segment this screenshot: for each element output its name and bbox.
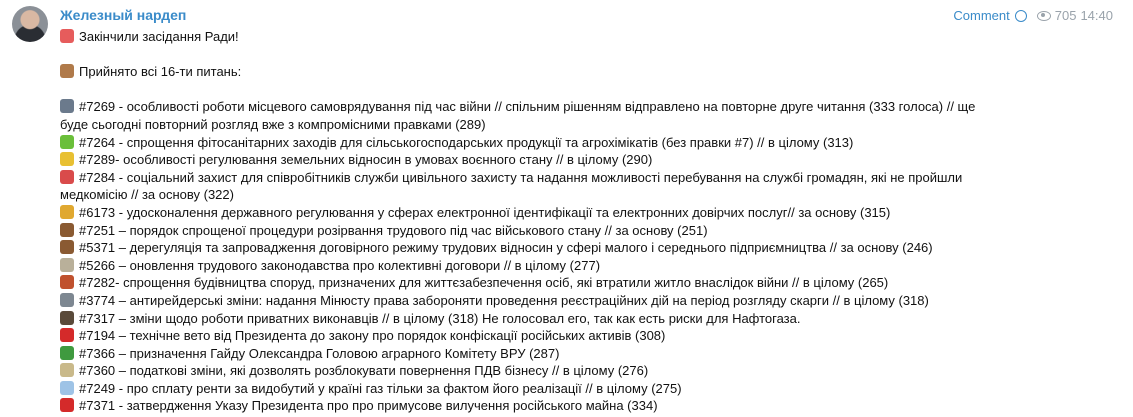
line-text: #3774 – антирейдерські зміни: надання Мінюсту права забороняти проведення реєстраційних дій на період розгляду скарги // в цілому (318)	[79, 292, 929, 308]
message-line	[60, 116, 1113, 134]
line-text: #5266 – оновлення трудового законодавства про колективні договори // в цілому (277)	[79, 257, 601, 273]
message-line	[60, 397, 1113, 415]
comment-button[interactable]	[953, 8, 1026, 23]
message-line	[60, 257, 1113, 275]
lock-icon	[60, 205, 74, 219]
channel-avatar[interactable]	[12, 6, 48, 42]
message-line	[60, 380, 1113, 398]
message-header	[60, 4, 1113, 28]
message-meta	[953, 8, 1113, 23]
message-line	[60, 239, 1113, 257]
scroll-icon	[60, 64, 74, 78]
line-text: #7249 - про сплату ренти за видобутий у країні газ тільки за фактом його реалізації // в цілому (275)	[79, 380, 682, 396]
corn-icon	[60, 152, 74, 166]
message-text	[60, 28, 1113, 415]
line-text: #7282- спрощення будівництва споруд, призначених для життєзабезпечення осіб, які втратили житло внаслідок війни // в цілому (265)	[79, 275, 889, 291]
line-text: #7264 - спрощення фітосанітарних заходів для сільськогосподарських продукції та агрохімікатів (без правки #7) // в цілому (313)	[79, 134, 854, 150]
line-text: #7360 – податкові зміни, які дозволять розблокувати повернення ПДВ бізнесу // в цілому (276)	[79, 363, 649, 379]
line-text: #7269 - особливості роботи місцевого самоврядування під час війни // спільним рішенням відправлено на повторне друге читання (333 голоса) // ще	[79, 99, 976, 115]
line-text: #5371 – дерегуляція та запровадження договірного режиму трудових відносин у сфері малого і середнього підприємництва // за основу (246)	[79, 240, 933, 256]
blank-line	[60, 81, 1113, 99]
message-line	[60, 222, 1113, 240]
blank-line	[60, 46, 1113, 64]
channel-name[interactable]: Железный нардеп	[60, 7, 187, 23]
line-text: Прийнято всі 16-ти питань:	[79, 64, 242, 80]
droplet-icon	[60, 381, 74, 395]
bricks-icon	[60, 275, 74, 289]
line-text: #6173 - удосконалення державного регулювання у сферах електронної ідентифікації та електронних довірчих послуг// за основу (315)	[79, 204, 891, 220]
message-time: 14:40	[1080, 8, 1113, 23]
message-line	[60, 362, 1113, 380]
prohibited-icon	[60, 328, 74, 342]
message-line	[60, 186, 1113, 204]
hospital-icon	[60, 170, 74, 184]
comment-icon	[1015, 10, 1027, 22]
message-line	[60, 345, 1113, 363]
detective-icon	[60, 311, 74, 325]
line-text: #7317 – зміни щодо роботи приватних виконавців // в цілому (318) Не голосовал его, так как есть риски для Нафтогаза.	[79, 310, 801, 326]
scales-icon	[60, 293, 74, 307]
message-line	[60, 28, 1113, 46]
message	[60, 4, 1113, 415]
view-count: 705	[1054, 8, 1077, 23]
message-line	[60, 274, 1113, 292]
line-text: буде сьогодні повторний розгляд вже з компромісними правками (289)	[60, 116, 486, 132]
ledger-icon	[60, 258, 74, 272]
message-line	[60, 63, 1113, 81]
message-line	[60, 204, 1113, 222]
message-line	[60, 169, 1113, 187]
message-line	[60, 292, 1113, 310]
message-line	[60, 134, 1113, 152]
line-text: #7366 – призначення Гайду Олександра Головою аграрного Комітету ВРУ (287)	[79, 345, 560, 361]
line-text: #7371 - затвердження Указу Президента про про примусове вилучення російського майна (334)	[79, 398, 658, 414]
line-text: #7289- особливості регулювання земельних відносин в умовах воєнного стану // в цілому (290)	[79, 152, 653, 168]
message-line	[60, 98, 1113, 116]
line-text: Закінчили засідання Ради!	[79, 29, 239, 44]
money-icon	[60, 346, 74, 360]
apple-icon	[60, 135, 74, 149]
line-text: #7284 - соціальний захист для співробітників служби цивільного захисту та надання можливості перебування на службі громадян, які не пройшли	[79, 169, 963, 185]
message-line	[60, 151, 1113, 169]
city-icon	[60, 99, 74, 113]
comment-label: Comment	[953, 8, 1010, 23]
calendar-icon	[60, 29, 74, 43]
no-entry-icon	[60, 398, 74, 412]
line-text: #7194 – технічне вето від Президента до закону про порядок конфіскації російських активів (308)	[79, 328, 666, 344]
message-line	[60, 327, 1113, 345]
line-text: медкомісію // за основу (322)	[60, 187, 234, 203]
message-line	[60, 310, 1113, 328]
yen-note-icon	[60, 363, 74, 377]
briefcase-icon	[60, 240, 74, 254]
eye-icon	[1037, 11, 1051, 21]
line-text: #7251 – порядок спрощеної процедури розірвання трудового під час військового стану // за основу (251)	[79, 222, 708, 238]
briefcase-icon	[60, 223, 74, 237]
